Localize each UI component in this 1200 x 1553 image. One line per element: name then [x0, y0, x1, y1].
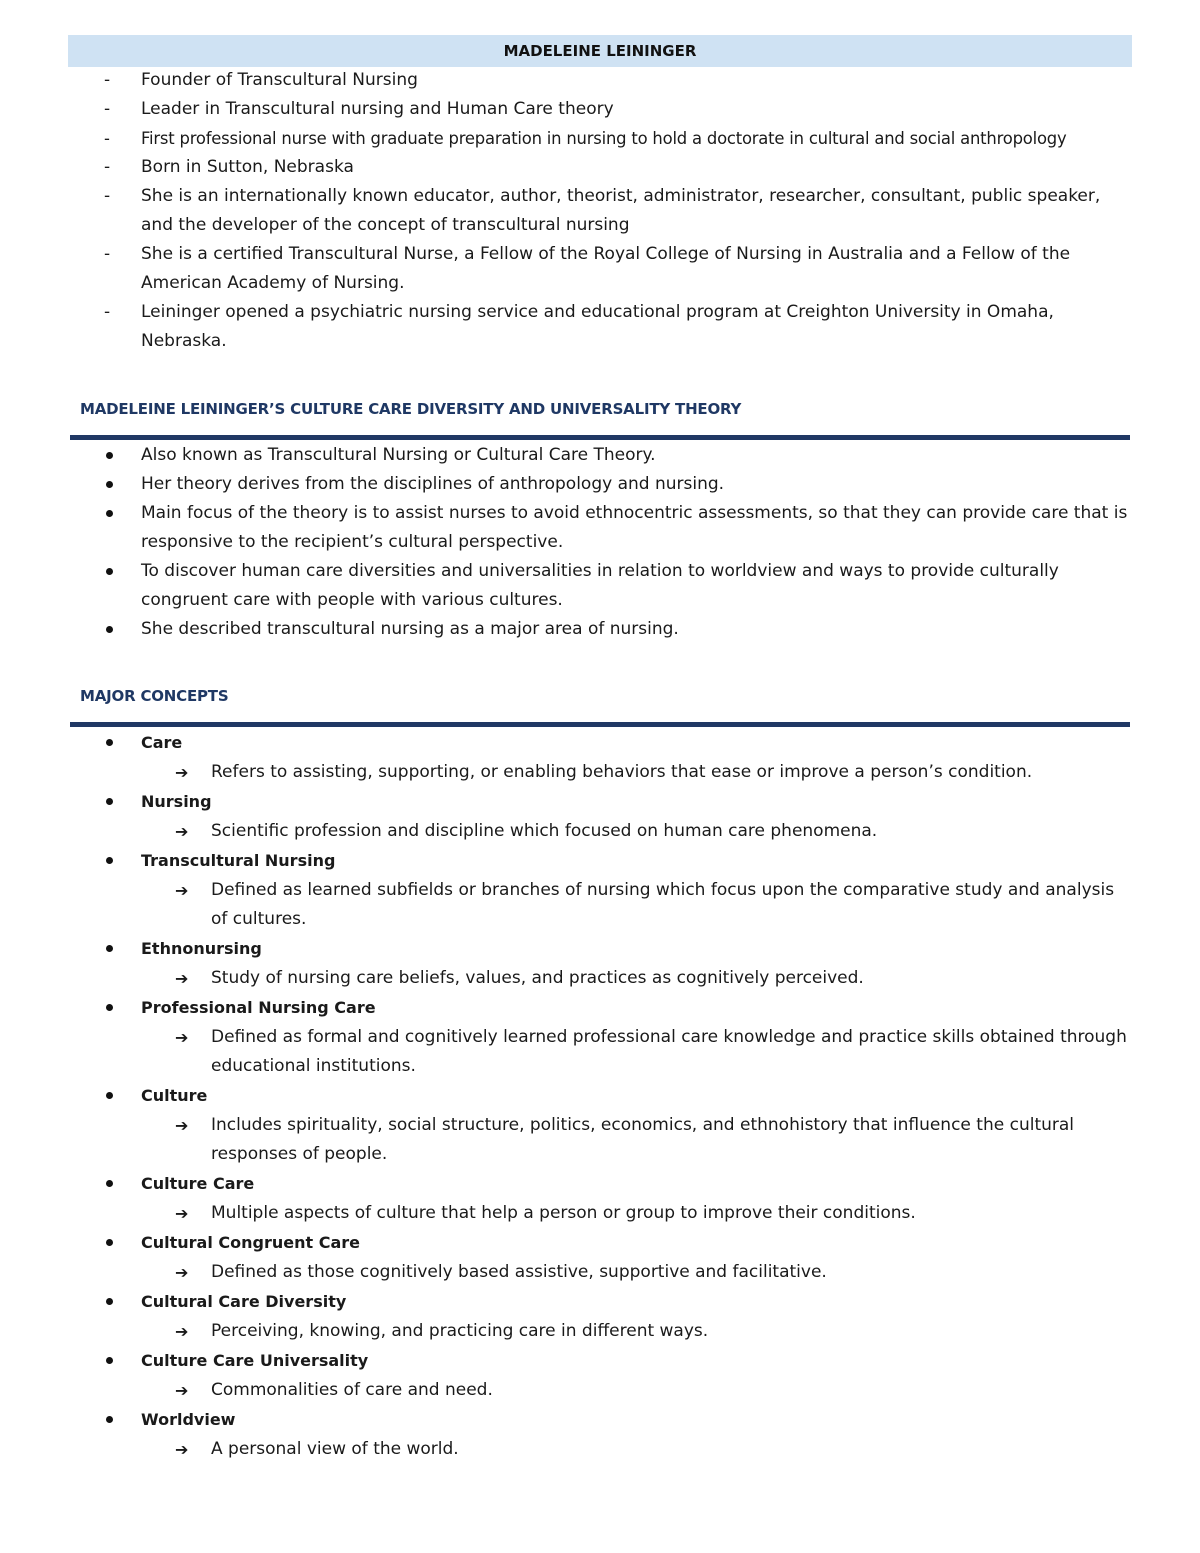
arrow-icon: ➔	[175, 1263, 189, 1282]
concept-definition-text: Refers to assisting, supporting, or enabling behaviors that ease or improve a person’s condition.	[211, 762, 1033, 782]
bio-item	[0, 66, 1200, 95]
concept-definition-text: Defined as learned subfields or branches of nursing which focus upon the comparative study and analysis of cultures.	[211, 880, 1115, 929]
arrow-icon: ➔	[175, 1204, 189, 1223]
concept-definition-text: Includes spirituality, social structure, politics, economics, and ethnohistory that influence the cultural responses of people.	[211, 1115, 1075, 1164]
concept-definition	[141, 1317, 1132, 1346]
concept-definition	[141, 1435, 1132, 1464]
bullet-dot	[106, 739, 113, 746]
concepts-list	[0, 728, 1200, 1464]
bullet-dot	[106, 510, 113, 517]
concept-item	[0, 728, 1200, 787]
dash-marker: -	[104, 186, 111, 206]
bullet-dot	[106, 857, 113, 864]
theory-list	[0, 441, 1200, 644]
bullet-dot	[106, 626, 113, 633]
bio-text: Leader in Transcultural nursing and Human Care theory	[141, 99, 614, 119]
concept-definition-text: Perceiving, knowing, and practicing care in different ways.	[211, 1321, 709, 1341]
theory-heading: MADELEINE LEININGER’S CULTURE CARE DIVERSITY AND UNIVERSALITY THEORY	[80, 400, 742, 418]
dash-marker: -	[104, 99, 111, 119]
concept-definition	[141, 1111, 1132, 1169]
arrow-icon: ➔	[175, 1322, 189, 1341]
concept-term: Nursing	[141, 792, 212, 811]
bullet-dot	[106, 945, 113, 952]
theory-item	[0, 470, 1200, 499]
bullet-dot	[106, 1357, 113, 1364]
concept-definition-text: Defined as formal and cognitively learned professional care knowledge and practice skills obtained through educational institutions.	[211, 1027, 1127, 1076]
bullet-dot	[106, 1239, 113, 1246]
bio-item	[0, 182, 1200, 240]
arrow-icon: ➔	[175, 1440, 189, 1459]
arrow-icon: ➔	[175, 822, 189, 841]
concept-definition	[141, 1023, 1132, 1081]
theory-rule	[70, 435, 1130, 440]
concepts-heading: MAJOR CONCEPTS	[80, 687, 229, 705]
theory-text: Main focus of the theory is to assist nurses to avoid ethnocentric assessments, so that they can provide care that is responsive to the recipient’s cultural perspective.	[141, 503, 1128, 552]
dash-marker: -	[104, 244, 111, 264]
bullet-dot	[106, 481, 113, 488]
concepts-rule	[70, 722, 1130, 727]
theory-text: Also known as Transcultural Nursing or Cultural Care Theory.	[141, 445, 656, 465]
bio-item	[0, 124, 1200, 153]
concept-item	[0, 1346, 1200, 1405]
concept-item	[0, 1169, 1200, 1228]
concept-definition	[141, 1258, 1132, 1287]
concept-term: Professional Nursing Care	[141, 998, 376, 1017]
bio-text: Leininger opened a psychiatric nursing service and educational program at Creighton University in Omaha, Nebraska.	[141, 302, 1054, 351]
concept-item	[0, 1287, 1200, 1346]
concept-definition-text: Scientific profession and discipline which focused on human care phenomena.	[211, 821, 878, 841]
concept-definition-text: Commonalities of care and need.	[211, 1380, 493, 1400]
concept-definition	[141, 876, 1132, 934]
theory-item	[0, 615, 1200, 644]
theory-text: To discover human care diversities and universalities in relation to worldview and ways to provide culturally congruent care with people with various cultures.	[141, 561, 1059, 610]
arrow-icon: ➔	[175, 881, 189, 900]
bio-item	[0, 298, 1200, 356]
concept-definition-text: Defined as those cognitively based assistive, supportive and facilitative.	[211, 1262, 827, 1282]
dash-marker: -	[104, 157, 111, 177]
concept-term: Cultural Care Diversity	[141, 1292, 347, 1311]
theory-item	[0, 441, 1200, 470]
concept-definition-text: A personal view of the world.	[211, 1439, 459, 1459]
concept-item	[0, 993, 1200, 1081]
arrow-icon: ➔	[175, 763, 189, 782]
theory-item	[0, 499, 1200, 557]
bullet-dot	[106, 452, 113, 459]
bullet-dot	[106, 1416, 113, 1423]
concept-term: Ethnonursing	[141, 939, 262, 958]
bio-list	[0, 66, 1200, 356]
bio-item	[0, 240, 1200, 298]
bullet-dot	[106, 568, 113, 575]
arrow-icon: ➔	[175, 1028, 189, 1047]
concept-item	[0, 1405, 1200, 1464]
concept-term: Care	[141, 733, 183, 752]
arrow-icon: ➔	[175, 969, 189, 988]
concept-term: Transcultural Nursing	[141, 851, 336, 870]
theory-text: She described transcultural nursing as a major area of nursing.	[141, 619, 679, 639]
bio-text: She is an internationally known educator, author, theorist, administrator, researcher, consultant, public speaker, and the developer of the concept of transcultural nursing	[141, 186, 1101, 235]
concept-item	[0, 846, 1200, 934]
arrow-icon: ➔	[175, 1381, 189, 1400]
concept-term: Culture Care Universality	[141, 1351, 369, 1370]
concept-item	[0, 934, 1200, 993]
concept-term: Worldview	[141, 1410, 236, 1429]
theory-text: Her theory derives from the disciplines of anthropology and nursing.	[141, 474, 725, 494]
arrow-icon: ➔	[175, 1116, 189, 1135]
bullet-dot	[106, 1298, 113, 1305]
concept-item	[0, 1228, 1200, 1287]
bullet-dot	[106, 1180, 113, 1187]
concept-term: Cultural Congruent Care	[141, 1233, 360, 1252]
bio-text: First professional nurse with graduate preparation in nursing to hold a doctorate in cultural and social anthropology	[141, 129, 1067, 148]
bio-text: Born in Sutton, Nebraska	[141, 157, 354, 177]
theory-item	[0, 557, 1200, 615]
concept-item	[0, 787, 1200, 846]
concept-term: Culture Care	[141, 1174, 255, 1193]
bullet-dot	[106, 798, 113, 805]
bio-text: She is a certified Transcultural Nurse, a Fellow of the Royal College of Nursing in Australia and a Fellow of the American Academy of Nursing.	[141, 244, 1071, 293]
concept-term: Culture	[141, 1086, 208, 1105]
dash-marker: -	[104, 129, 110, 148]
concept-definition	[141, 758, 1132, 787]
concept-definition-text: Multiple aspects of culture that help a person or group to improve their conditions.	[211, 1203, 916, 1223]
concept-definition	[141, 1376, 1132, 1405]
concept-item	[0, 1081, 1200, 1169]
concept-definition	[141, 964, 1132, 993]
bullet-dot	[106, 1092, 113, 1099]
concept-definition-text: Study of nursing care beliefs, values, and practices as cognitively perceived.	[211, 968, 864, 988]
concept-definition	[141, 817, 1132, 846]
concept-definition	[141, 1199, 1132, 1228]
bio-item	[0, 95, 1200, 124]
bio-item	[0, 153, 1200, 182]
dash-marker: -	[104, 70, 111, 90]
bio-text: Founder of Transcultural Nursing	[141, 70, 418, 90]
bullet-dot	[106, 1004, 113, 1011]
dash-marker: -	[104, 302, 111, 322]
document-title: MADELEINE LEININGER	[68, 35, 1132, 67]
